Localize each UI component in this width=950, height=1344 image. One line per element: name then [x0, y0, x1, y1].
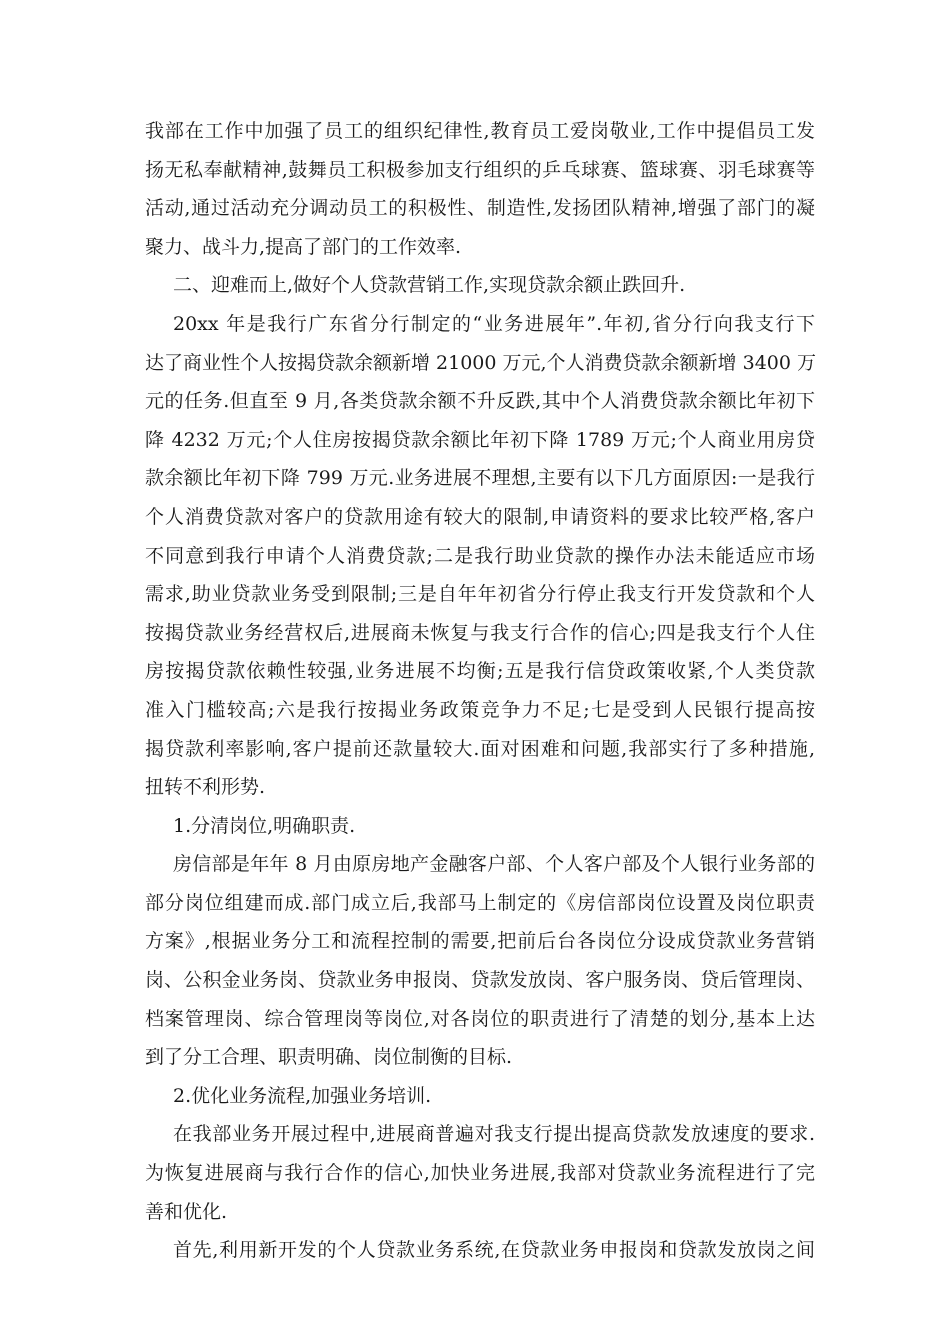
text-line: 为恢复进展商与我行合作的信心,加快业务进展,我部对贷款业务流程进行了完 — [145, 1162, 815, 1185]
text-line: 准入门槛较高;六是我行按揭业务政策竞争力不足;七是受到人民银行提高按 — [145, 698, 815, 721]
text-line: 达了商业性个人按揭贷款余额新增 21000 万元,个人消费贷款余额新增 3400 万 — [145, 351, 816, 374]
text-line: 揭贷款利率影响,客户提前还款量较大.面对困难和问题,我部实行了多种措施, — [145, 737, 815, 760]
text-line: 2.优化业务流程,加强业务培训. — [173, 1084, 432, 1107]
text-line: 元的任务.但直至 9 月,各类贷款余额不升反跌,其中个人消费贷款余额比年初下 — [145, 390, 815, 413]
text-line: 方案》,根据业务分工和流程控制的需要,把前后台各岗位分设成贷款业务营销 — [145, 930, 815, 953]
text-line: 我部在工作中加强了员工的组织纪律性,教育员工爱岗敬业,工作中提倡员工发 — [145, 120, 815, 142]
text-line: 二、迎难而上,做好个人贷款营销工作,实现贷款余额止跌回升. — [173, 274, 686, 297]
text-line: 房信部是年年 8 月由原房地产金融客户部、个人客户部及个人银行业务部的 — [173, 853, 815, 876]
text-line: 扭转不利形势. — [145, 776, 266, 799]
text-line: 需求,助业贷款业务受到限制;三是自年年初省分行停止我支行开发贷款和个人 — [145, 583, 815, 606]
text-line: 按揭贷款业务经营权后,进展商未恢复与我支行合作的信心;四是我支行个人住 — [145, 621, 815, 644]
text-line: 降 4232 万元;个人住房按揭贷款余额比年初下降 1789 万元;个人商业用房贷 — [145, 428, 815, 451]
text-line: 不同意到我行申请个人消费贷款;二是我行助业贷款的操作办法未能适应市场 — [145, 544, 815, 567]
document-body — [145, 112, 815, 1270]
text-line: 1.分清岗位,明确职责. — [173, 814, 356, 837]
text-line: 善和优化. — [145, 1200, 228, 1223]
text-line: 个人消费贷款对客户的贷款用途有较大的限制,申请资料的要求比较严格,客户 — [145, 505, 815, 528]
text-line: 款余额比年初下降 799 万元.业务进展不理想,主要有以下几方面原因:一是我行 — [145, 467, 815, 490]
text-line: 档案管理岗、综合管理岗等岗位,对各岗位的职责进行了清楚的划分,基本上达 — [145, 1007, 815, 1030]
text-line: 扬无私奉献精神,鼓舞员工积极参加支行组织的乒乓球赛、篮球赛、羽毛球赛等 — [145, 158, 815, 181]
text-line: 在我部业务开展过程中,进展商普遍对我支行提出提高贷款发放速度的要求. — [173, 1123, 815, 1146]
text-line: 部分岗位组建而成.部门成立后,我部马上制定的《房信部岗位设置及岗位职责 — [145, 891, 815, 914]
text-line: 活动,通过活动充分调动员工的积极性、制造性,发扬团队精神,增强了部门的凝 — [145, 197, 815, 220]
text-line: 首先,利用新开发的个人贷款业务系统,在贷款业务申报岗和贷款发放岗之间 — [173, 1239, 815, 1262]
text-line: 20xx 年是我行广东省分行制定的“业务进展年”.年初,省分行向我支行下 — [173, 312, 815, 335]
text-line: 到了分工合理、职责明确、岗位制衡的目标. — [145, 1046, 513, 1069]
text-line: 聚力、战斗力,提高了部门的工作效率. — [145, 235, 462, 258]
text-line: 岗、公积金业务岗、贷款业务申报岗、贷款发放岗、客户服务岗、贷后管理岗、 — [145, 969, 815, 992]
text-line: 房按揭贷款依赖性较强,业务进展不均衡;五是我行信贷政策收紧,个人类贷款 — [145, 660, 815, 683]
